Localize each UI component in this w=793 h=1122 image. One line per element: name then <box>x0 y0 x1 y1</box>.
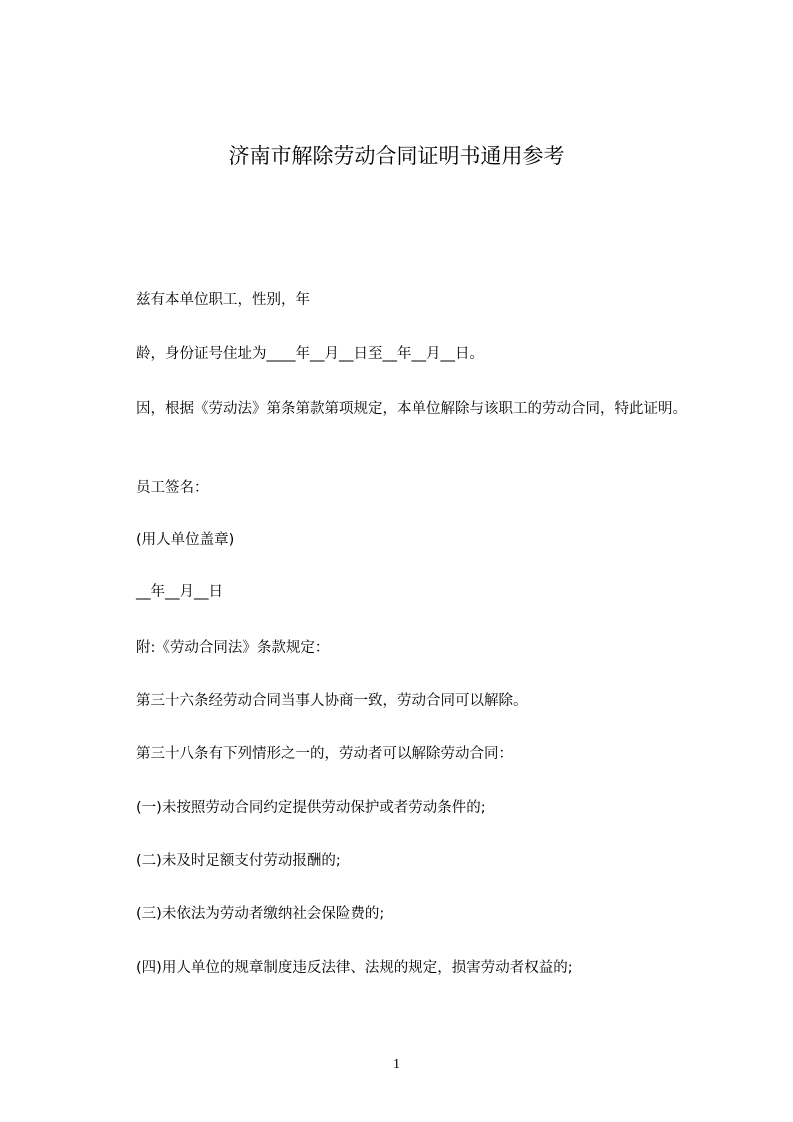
paragraph-item-1: (一)未按照劳动合同约定提供劳动保护或者劳动条件的; <box>136 800 486 816</box>
paragraph-employee-info: 兹有本单位职工，性别，年 <box>136 292 310 308</box>
page-number: 1 <box>393 1057 400 1072</box>
document-title: 济南市解除劳动合同证明书通用参考 <box>228 144 565 168</box>
paragraph-article-36: 第三十六条经劳动合同当事人协商一致，劳动合同可以解除。 <box>136 693 528 709</box>
paragraph-appendix-heading: 附:《劳动合同法》条款规定： <box>136 640 330 656</box>
paragraph-item-2: (二)未及时足额支付劳动报酬的; <box>136 853 341 869</box>
paragraph-item-4: (四)用人单位的规章制度违反法律、法规的规定，损害劳动者权益的; <box>136 960 573 976</box>
paragraph-article-38: 第三十八条有下列情形之一的，劳动者可以解除劳动合同： <box>136 746 513 762</box>
paragraph-employer-seal: (用人单位盖章) <box>136 532 235 548</box>
paragraph-termination-reason: 因，根据《劳动法》第条第款第项规定，本单位解除与该职工的劳动合同，特此证明。 <box>136 401 687 417</box>
paragraph-signing-date: __年__月__日 <box>136 584 223 600</box>
paragraph-item-3: (三)未依法为劳动者缴纳社会保险费的; <box>136 906 385 922</box>
paragraph-id-address-dates: 龄，身份证号住址为____年__月__日至__年__月__日。 <box>136 346 484 362</box>
paragraph-employee-signature: 员工签名： <box>136 480 209 496</box>
